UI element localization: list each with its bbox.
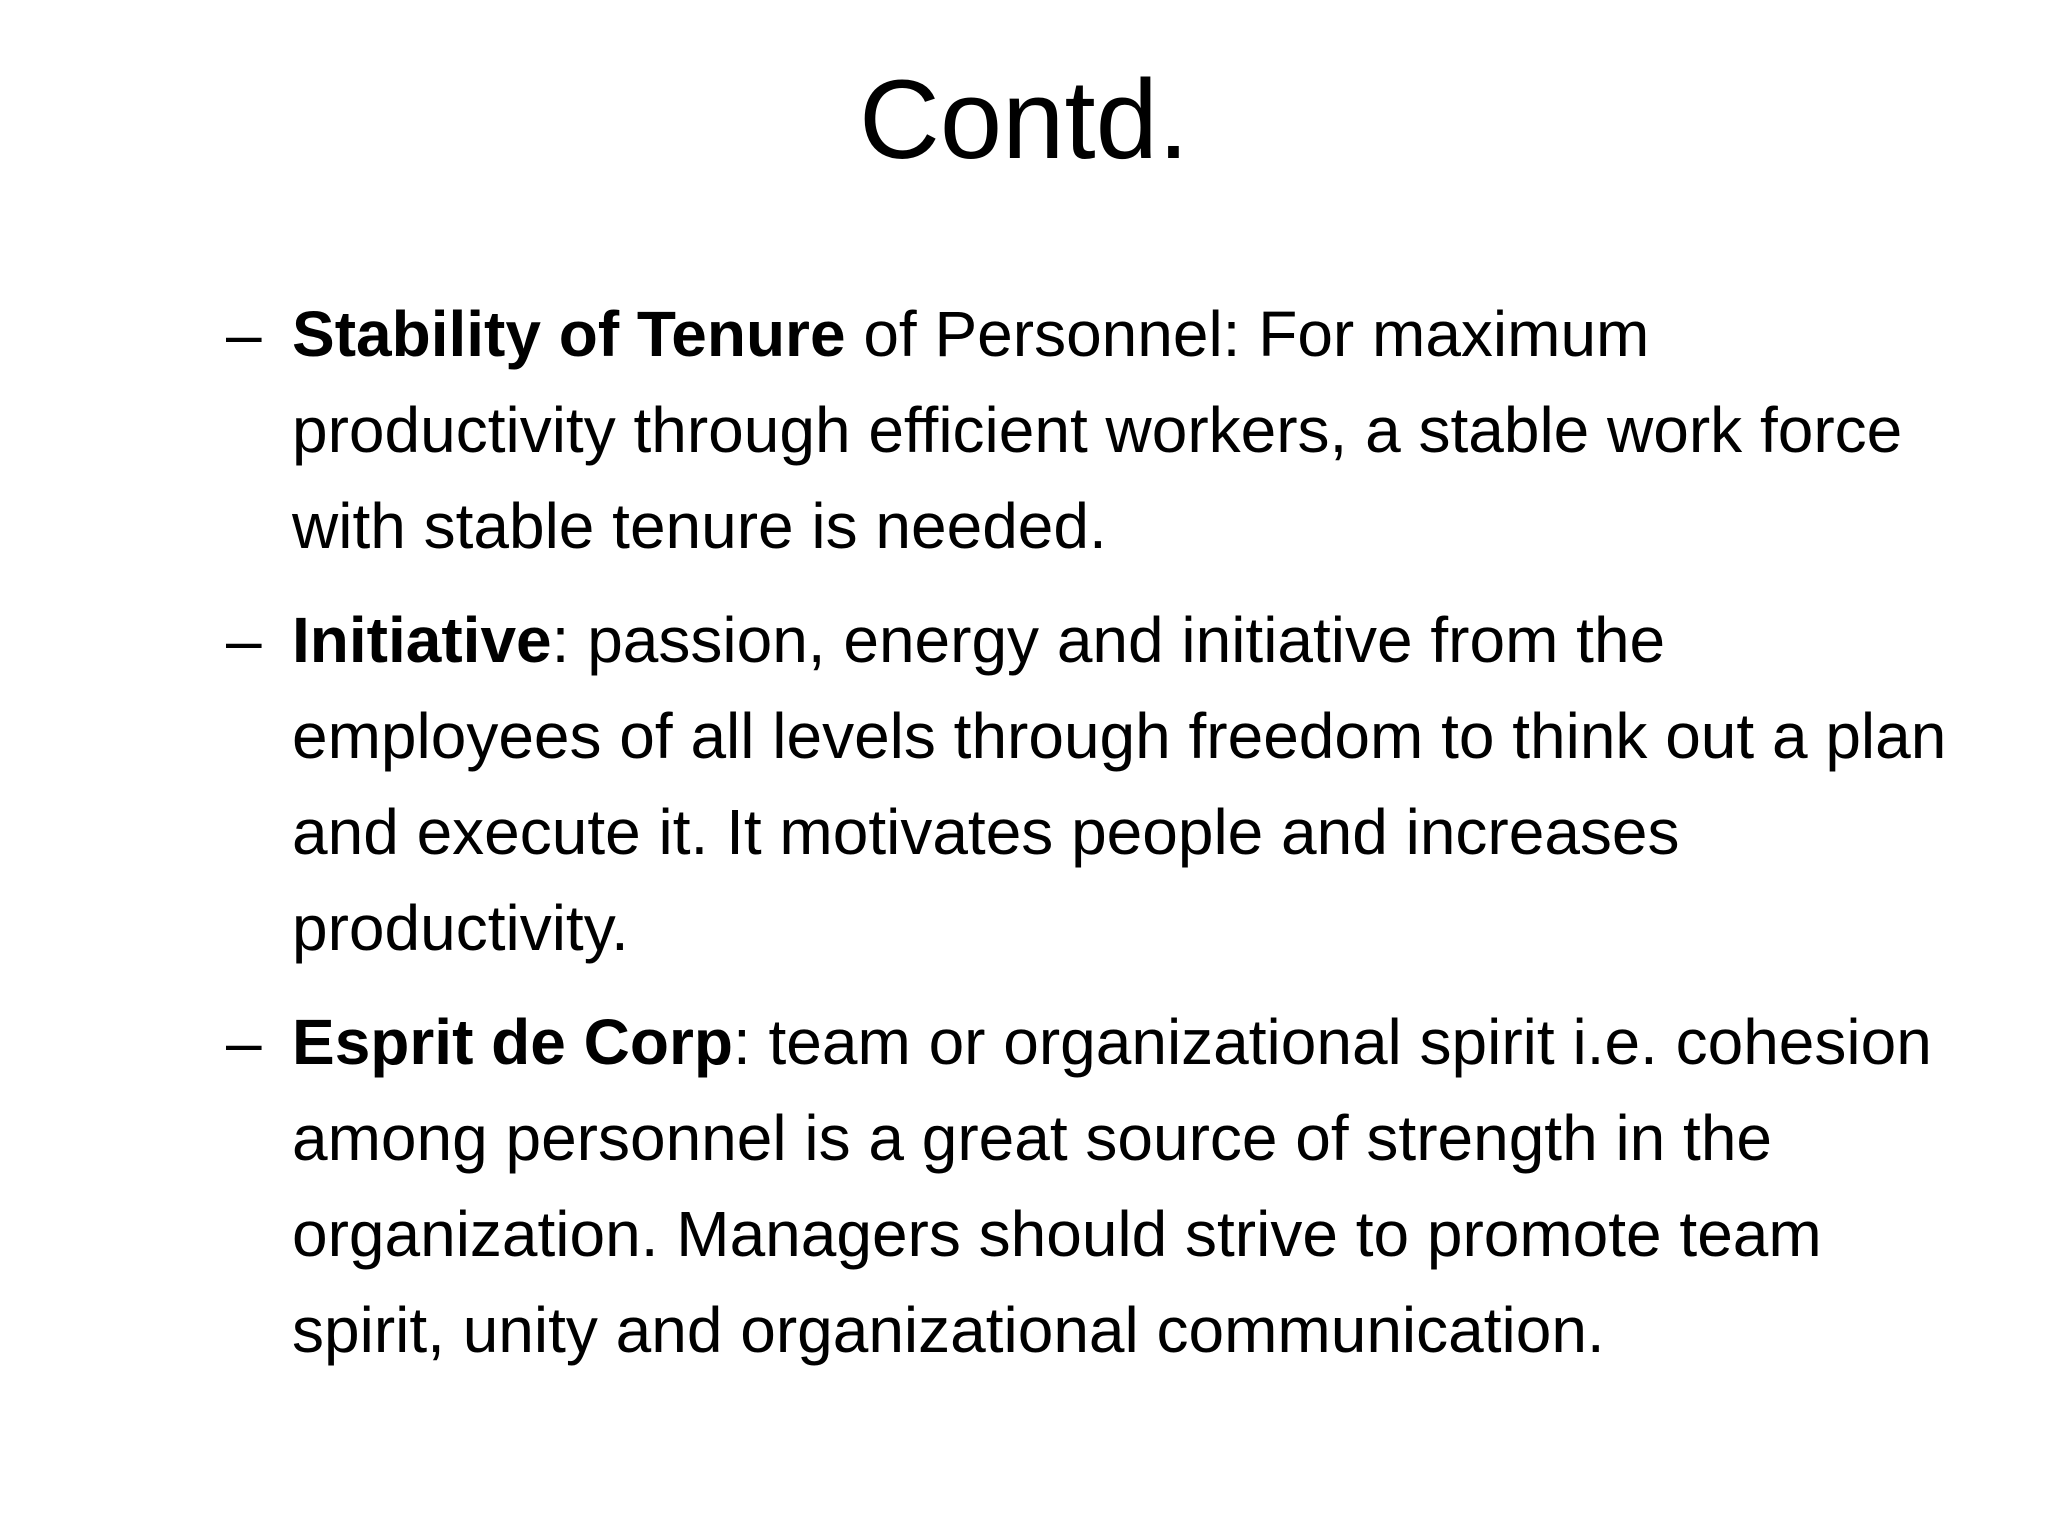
bullet-text: : team or organizational spirit i.e. cohesion among personnel is a great source of strength in the organization. Managers should strive to promote team spirit, unity and organizational communication. xyxy=(292,1006,1932,1366)
bullet-term: Initiative xyxy=(292,604,552,676)
bullet-dash: – xyxy=(226,1006,262,1078)
bullet-dash: – xyxy=(226,604,262,676)
bullet-item-stability-of-tenure xyxy=(226,286,1966,574)
bullet-text: : passion, energy and initiative from the employees of all levels through freedom to think out a plan and execute it. It motivates people and increases productivity. xyxy=(292,604,1947,964)
bullet-dash: – xyxy=(226,298,262,370)
bullet-list xyxy=(226,286,1966,1396)
bullet-text: of Personnel: For maximum productivity through efficient workers, a stable work force with stable tenure is needed. xyxy=(292,298,1903,562)
bullet-term: Esprit de Corp xyxy=(292,1006,733,1078)
bullet-item-initiative xyxy=(226,592,1966,976)
bullet-item-esprit-de-corp xyxy=(226,994,1966,1378)
slide-title: Contd. xyxy=(859,57,1189,182)
bullet-term: Stability of Tenure xyxy=(292,298,846,370)
